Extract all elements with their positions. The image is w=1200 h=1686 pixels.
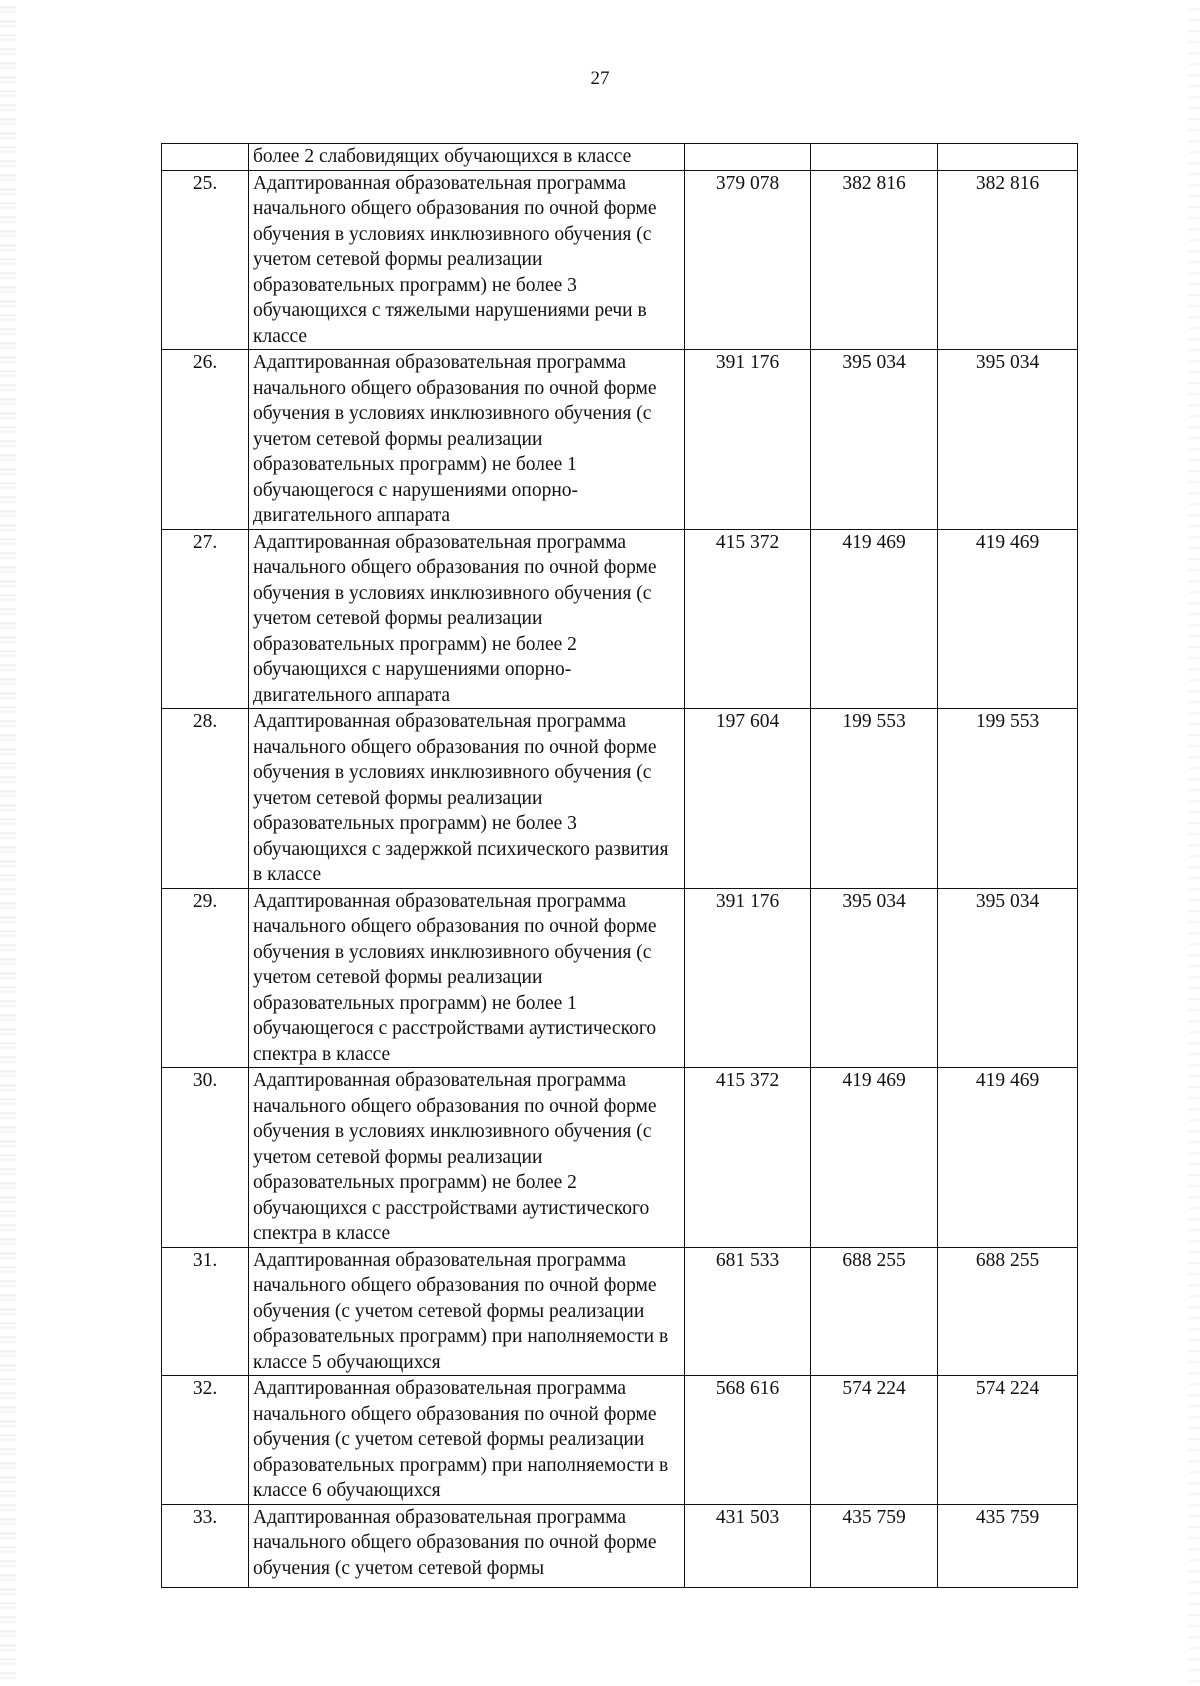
row-number: 30. xyxy=(162,1068,249,1248)
row-number: 25. xyxy=(162,170,249,350)
value-year-3: 419 469 xyxy=(938,529,1078,709)
program-description: Адаптированная образовательная программа начального общего образования по очной форме обучения в условиях инклюзивного обучения (с учетом сетевой формы реализации образовательных программ) не более 3 обучающихся с тяжелыми нарушениями речи в классе xyxy=(249,170,685,350)
row-number: 31. xyxy=(162,1247,249,1376)
value-year-3: 688 255 xyxy=(938,1247,1078,1376)
value-year-2: 419 469 xyxy=(811,529,938,709)
program-description: Адаптированная образовательная программа начального общего образования по очной форме обучения в условиях инклюзивного обучения (с учетом сетевой формы реализации образовательных программ) не более 1 обучающегося с нарушениями опорно-двигательного аппарата xyxy=(249,350,685,530)
scan-edge-right xyxy=(1188,0,1200,1686)
value-year-2: 395 034 xyxy=(811,350,938,530)
value-year-3: 395 034 xyxy=(938,888,1078,1068)
program-description: Адаптированная образовательная программа начального общего образования по очной форме обучения (с учетом сетевой формы реализации образовательных программ) при наполняемости в классе 5 обучающихся xyxy=(249,1247,685,1376)
table-row xyxy=(162,170,1078,350)
value-year-3: 419 469 xyxy=(938,1068,1078,1248)
value-year-3: 435 759 xyxy=(938,1504,1078,1587)
row-number xyxy=(162,144,249,171)
table-row xyxy=(162,1247,1078,1376)
table-row xyxy=(162,1376,1078,1505)
value-year-3 xyxy=(938,144,1078,171)
page-number: 27 xyxy=(590,68,610,89)
program-description: Адаптированная образовательная программа начального общего образования по очной форме обучения (с учетом сетевой формы xyxy=(249,1504,685,1587)
value-year-2: 395 034 xyxy=(811,888,938,1068)
table-row xyxy=(162,529,1078,709)
row-number: 28. xyxy=(162,709,249,889)
row-number: 33. xyxy=(162,1504,249,1587)
program-description: Адаптированная образовательная программа начального общего образования по очной форме обучения в условиях инклюзивного обучения (с учетом сетевой формы реализации образовательных программ) не более 2 обучающихся с нарушениями опорно-двигательного аппарата xyxy=(249,529,685,709)
table-row xyxy=(162,1504,1078,1587)
table-row xyxy=(162,888,1078,1068)
value-year-2: 419 469 xyxy=(811,1068,938,1248)
program-description: Адаптированная образовательная программа начального общего образования по очной форме обучения в условиях инклюзивного обучения (с учетом сетевой формы реализации образовательных программ) не более 2 обучающихся с расстройствами аутистического спектра в классе xyxy=(249,1068,685,1248)
value-year-1: 431 503 xyxy=(685,1504,811,1587)
value-year-1: 568 616 xyxy=(685,1376,811,1505)
table-row xyxy=(162,144,1078,171)
value-year-3: 382 816 xyxy=(938,170,1078,350)
value-year-3: 574 224 xyxy=(938,1376,1078,1505)
row-number: 29. xyxy=(162,888,249,1068)
program-description: Адаптированная образовательная программа начального общего образования по очной форме обучения в условиях инклюзивного обучения (с учетом сетевой формы реализации образовательных программ) не более 3 обучающихся с задержкой психического развития в классе xyxy=(249,709,685,889)
value-year-2: 574 224 xyxy=(811,1376,938,1505)
value-year-3: 395 034 xyxy=(938,350,1078,530)
row-number: 32. xyxy=(162,1376,249,1505)
cost-table xyxy=(161,143,1078,1588)
program-description: Адаптированная образовательная программа начального общего образования по очной форме обучения в условиях инклюзивного обучения (с учетом сетевой формы реализации образовательных программ) не более 1 обучающегося с расстройствами аутистического спектра в классе xyxy=(249,888,685,1068)
value-year-1: 415 372 xyxy=(685,1068,811,1248)
value-year-2 xyxy=(811,144,938,171)
scan-edge-left xyxy=(0,0,16,1686)
row-number: 27. xyxy=(162,529,249,709)
value-year-2: 199 553 xyxy=(811,709,938,889)
value-year-1: 391 176 xyxy=(685,888,811,1068)
table-row xyxy=(162,1068,1078,1248)
value-year-1: 415 372 xyxy=(685,529,811,709)
program-description: Адаптированная образовательная программа начального общего образования по очной форме обучения (с учетом сетевой формы реализации образовательных программ) при наполняемости в классе 6 обучающихся xyxy=(249,1376,685,1505)
value-year-1: 379 078 xyxy=(685,170,811,350)
value-year-2: 688 255 xyxy=(811,1247,938,1376)
value-year-2: 435 759 xyxy=(811,1504,938,1587)
program-description: более 2 слабовидящих обучающихся в классе xyxy=(249,144,685,171)
table-row xyxy=(162,709,1078,889)
value-year-1: 391 176 xyxy=(685,350,811,530)
row-number: 26. xyxy=(162,350,249,530)
value-year-2: 382 816 xyxy=(811,170,938,350)
value-year-1: 681 533 xyxy=(685,1247,811,1376)
value-year-1 xyxy=(685,144,811,171)
table-row xyxy=(162,350,1078,530)
value-year-3: 199 553 xyxy=(938,709,1078,889)
value-year-1: 197 604 xyxy=(685,709,811,889)
